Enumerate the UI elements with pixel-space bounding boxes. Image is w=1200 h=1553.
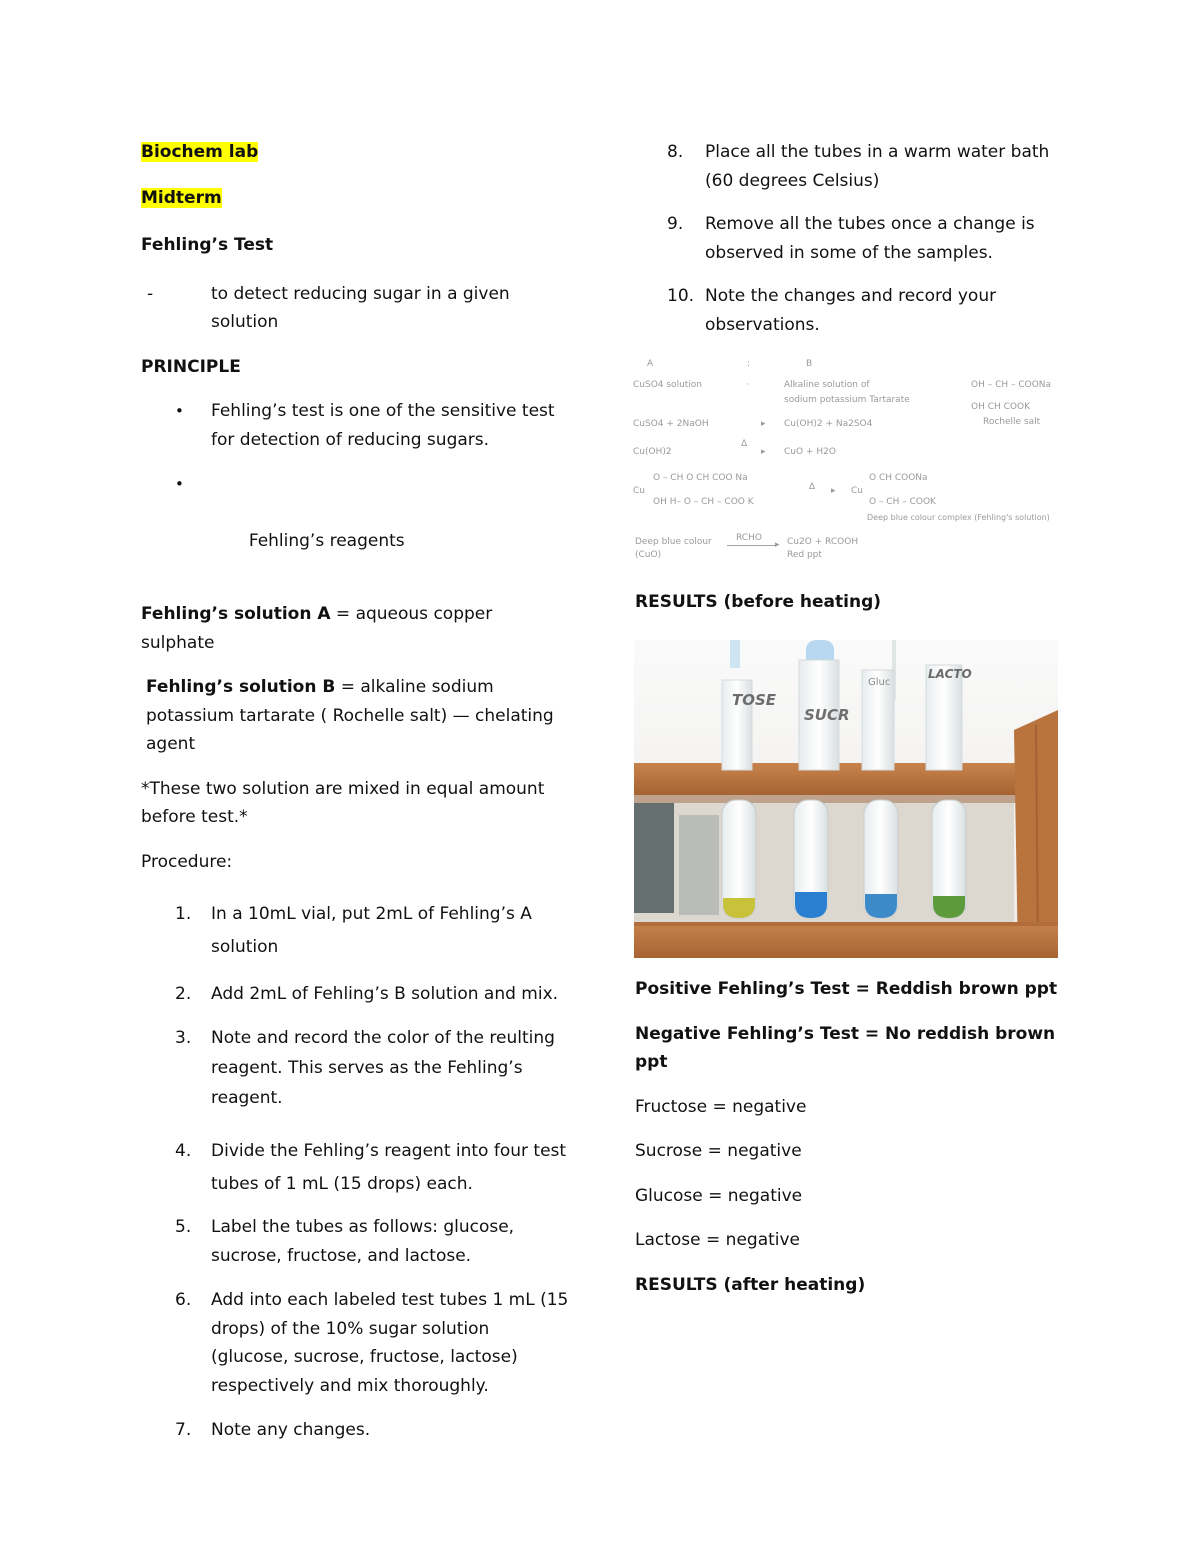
rxn-arrow: ▸ bbox=[831, 486, 836, 496]
procedure-step bbox=[635, 138, 1065, 195]
rxn-arrow: ▸ bbox=[761, 447, 766, 457]
bullet-marker: • bbox=[175, 402, 184, 420]
solution-yellow bbox=[723, 898, 755, 918]
step-text: Divide the Fehling’s reagent into four test tubes of 1 mL (15 drops) each. bbox=[211, 1141, 567, 1194]
test-tubes-photo bbox=[634, 640, 1058, 958]
step-text: Place all the tubes in a warm water bath (60 degrees Celsius) bbox=[705, 142, 1050, 191]
result-fructose: Fructose = negative bbox=[635, 1096, 807, 1117]
rxn-eq4-reagent: RCHO bbox=[736, 533, 762, 543]
tube-label-glucose: Gluc bbox=[868, 677, 891, 688]
solution-a-text: = aqueous copper sulphate bbox=[141, 604, 493, 653]
step-text: Label the tubes as follows: glucose, sucrose, fructose, and lactose. bbox=[211, 1217, 515, 1266]
result-lactose: Lactose = negative bbox=[635, 1230, 801, 1250]
procedure-step bbox=[141, 898, 571, 964]
step-text: Note the changes and record your observations. bbox=[705, 286, 997, 335]
result-glucose: Glucose = negative bbox=[635, 1185, 803, 1206]
rxn-eq3-left-1: O – CH O CH COO Na bbox=[653, 473, 748, 483]
step-number: 6. bbox=[175, 1290, 192, 1310]
right-column bbox=[635, 138, 1065, 354]
rxn-eq3-right-1: O CH COONa bbox=[869, 473, 928, 483]
step-text: Note and record the color of the reulting reagent. This serves as the Fehling’s reagent. bbox=[211, 1028, 555, 1108]
rxn-a-solution: CuSO4 solution bbox=[633, 380, 703, 390]
results-section bbox=[635, 975, 1075, 1315]
step-text: Add into each labeled test tubes 1 mL (15 drops) of the 10% sugar solution (glucose, sucrose, fructose, lactose) respectively and mix thoroughly. bbox=[211, 1290, 569, 1396]
procedure-heading: Procedure: bbox=[141, 851, 233, 872]
negative-result: Negative Fehling’s Test = No reddish brown ppt bbox=[635, 1023, 1056, 1072]
tube-label-fructose: TOSE bbox=[732, 691, 777, 709]
rxn-eq3-caption: Deep blue colour complex (Fehling's solution) bbox=[867, 513, 1050, 522]
rxn-colon: · bbox=[746, 380, 749, 390]
rxn-eq3-cond: Δ bbox=[809, 482, 816, 492]
left-column bbox=[141, 138, 571, 1445]
tube-label-lactose: LACTO bbox=[928, 667, 972, 681]
doc-title: Biochem lab bbox=[141, 142, 259, 162]
rxn-eq4-right-2: Red ppt bbox=[787, 550, 822, 560]
solution-b-label: Fehling’s solution B bbox=[146, 677, 336, 697]
rxn-eq2-right: CuO + H2O bbox=[784, 447, 836, 457]
rxn-eq3-left-2: OH H– O – CH – COO K bbox=[653, 497, 754, 507]
purpose-text: to detect reducing sugar in a given solution bbox=[211, 283, 510, 332]
step-number: 7. bbox=[175, 1420, 192, 1440]
procedure-step bbox=[141, 1023, 571, 1113]
doc-subtitle: Midterm bbox=[141, 187, 222, 208]
rxn-eq3-right-2: O – CH – COOK bbox=[869, 497, 936, 507]
rxn-col-a: A bbox=[647, 359, 654, 369]
procedure-step bbox=[141, 1213, 571, 1270]
principle-bullet bbox=[141, 470, 571, 584]
rxn-eq3-cu: Cu bbox=[633, 486, 645, 496]
solution-blue bbox=[865, 894, 897, 918]
step-number: 9. bbox=[667, 214, 684, 234]
rxn-eq4-left-1: Deep blue colour bbox=[635, 537, 712, 547]
step-text: In a 10mL vial, put 2mL of Fehling’s A solution bbox=[211, 904, 532, 957]
step-number: 4. bbox=[175, 1141, 192, 1161]
tube-label-sucrose: SUCR bbox=[804, 706, 850, 724]
purpose-item bbox=[141, 280, 571, 337]
positive-result: Positive Fehling’s Test = Reddish brown ppt bbox=[635, 979, 1058, 999]
step-number: 3. bbox=[175, 1028, 192, 1048]
procedure-step bbox=[635, 210, 1065, 267]
solution-b-line bbox=[141, 673, 571, 759]
principle-bullet-text: Fehling’s test is one of the sensitive test for detection of reducing sugars. bbox=[211, 401, 555, 450]
rxn-eq1-left: CuSO4 + 2NaOH bbox=[633, 419, 709, 429]
step-number: 10. bbox=[667, 286, 695, 306]
procedure-step bbox=[141, 1416, 571, 1445]
rxn-eq2-left: Cu(OH)2 bbox=[633, 447, 672, 457]
rack-top-bar bbox=[634, 763, 1058, 795]
rxn-eq4-left-2: (CuO) bbox=[635, 550, 662, 560]
section-title: Fehling’s Test bbox=[141, 235, 274, 255]
step-number: 8. bbox=[667, 142, 684, 162]
rxn-b-solution-2: sodium potassium Tartarate bbox=[784, 395, 910, 405]
principle-heading: PRINCIPLE bbox=[141, 356, 241, 377]
solution-a-label: Fehling’s solution A bbox=[141, 604, 331, 624]
mix-note: *These two solution are mixed in equal amount before test.* bbox=[141, 778, 545, 827]
rxn-eq2-cond: Δ bbox=[741, 439, 748, 449]
solution-green bbox=[933, 896, 965, 918]
dash-marker: - bbox=[147, 283, 154, 304]
step-number: 1. bbox=[175, 904, 192, 924]
solution-a-line bbox=[141, 600, 571, 657]
step-text: Add 2mL of Fehling’s B solution and mix. bbox=[211, 984, 559, 1004]
procedure-step bbox=[141, 1135, 571, 1201]
principle-bullet bbox=[141, 397, 571, 454]
rxn-arrow: ▸ bbox=[775, 540, 780, 550]
procedure-step bbox=[141, 978, 571, 1011]
rxn-eq4-right-1: Cu2O + RCOOH bbox=[787, 537, 859, 547]
step-text: Remove all the tubes once a change is observed in some of the samples. bbox=[705, 214, 1035, 263]
principle-bullet-text: Fehling’s reagents bbox=[243, 531, 405, 551]
solution-b-text: = alkaline sodium potassium tartarate ( Rochelle salt) — chelating agent bbox=[146, 677, 554, 754]
bullet-marker: • bbox=[175, 475, 184, 493]
rxn-salt-name: Rochelle salt bbox=[983, 417, 1041, 427]
rack-base bbox=[634, 922, 1058, 958]
results-after-heading: RESULTS (after heating) bbox=[635, 1274, 866, 1295]
rxn-eq3-cu: Cu bbox=[851, 486, 863, 496]
rxn-col-b: B bbox=[806, 359, 813, 369]
rxn-arrow: ▸ bbox=[761, 419, 766, 429]
step-text: Note any changes. bbox=[211, 1420, 371, 1440]
results-before-heading: RESULTS (before heating) bbox=[635, 592, 882, 612]
rxn-salt-line-2: OH CH COOK bbox=[971, 402, 1030, 412]
procedure-step bbox=[141, 1286, 571, 1400]
procedure-step bbox=[635, 282, 1065, 339]
rxn-salt-line-1: OH – CH – COONa bbox=[971, 380, 1052, 390]
rxn-eq1-right: Cu(OH)2 + Na2SO4 bbox=[784, 419, 873, 429]
step-number: 5. bbox=[175, 1217, 192, 1237]
result-sucrose: Sucrose = negative bbox=[635, 1141, 802, 1161]
reaction-diagram bbox=[631, 355, 1061, 565]
step-number: 2. bbox=[175, 984, 192, 1004]
rxn-arrow-line bbox=[727, 545, 777, 546]
rxn-b-solution-1: Alkaline solution of bbox=[784, 380, 870, 390]
solution-blue bbox=[795, 892, 827, 918]
rxn-colon: : bbox=[747, 359, 751, 369]
